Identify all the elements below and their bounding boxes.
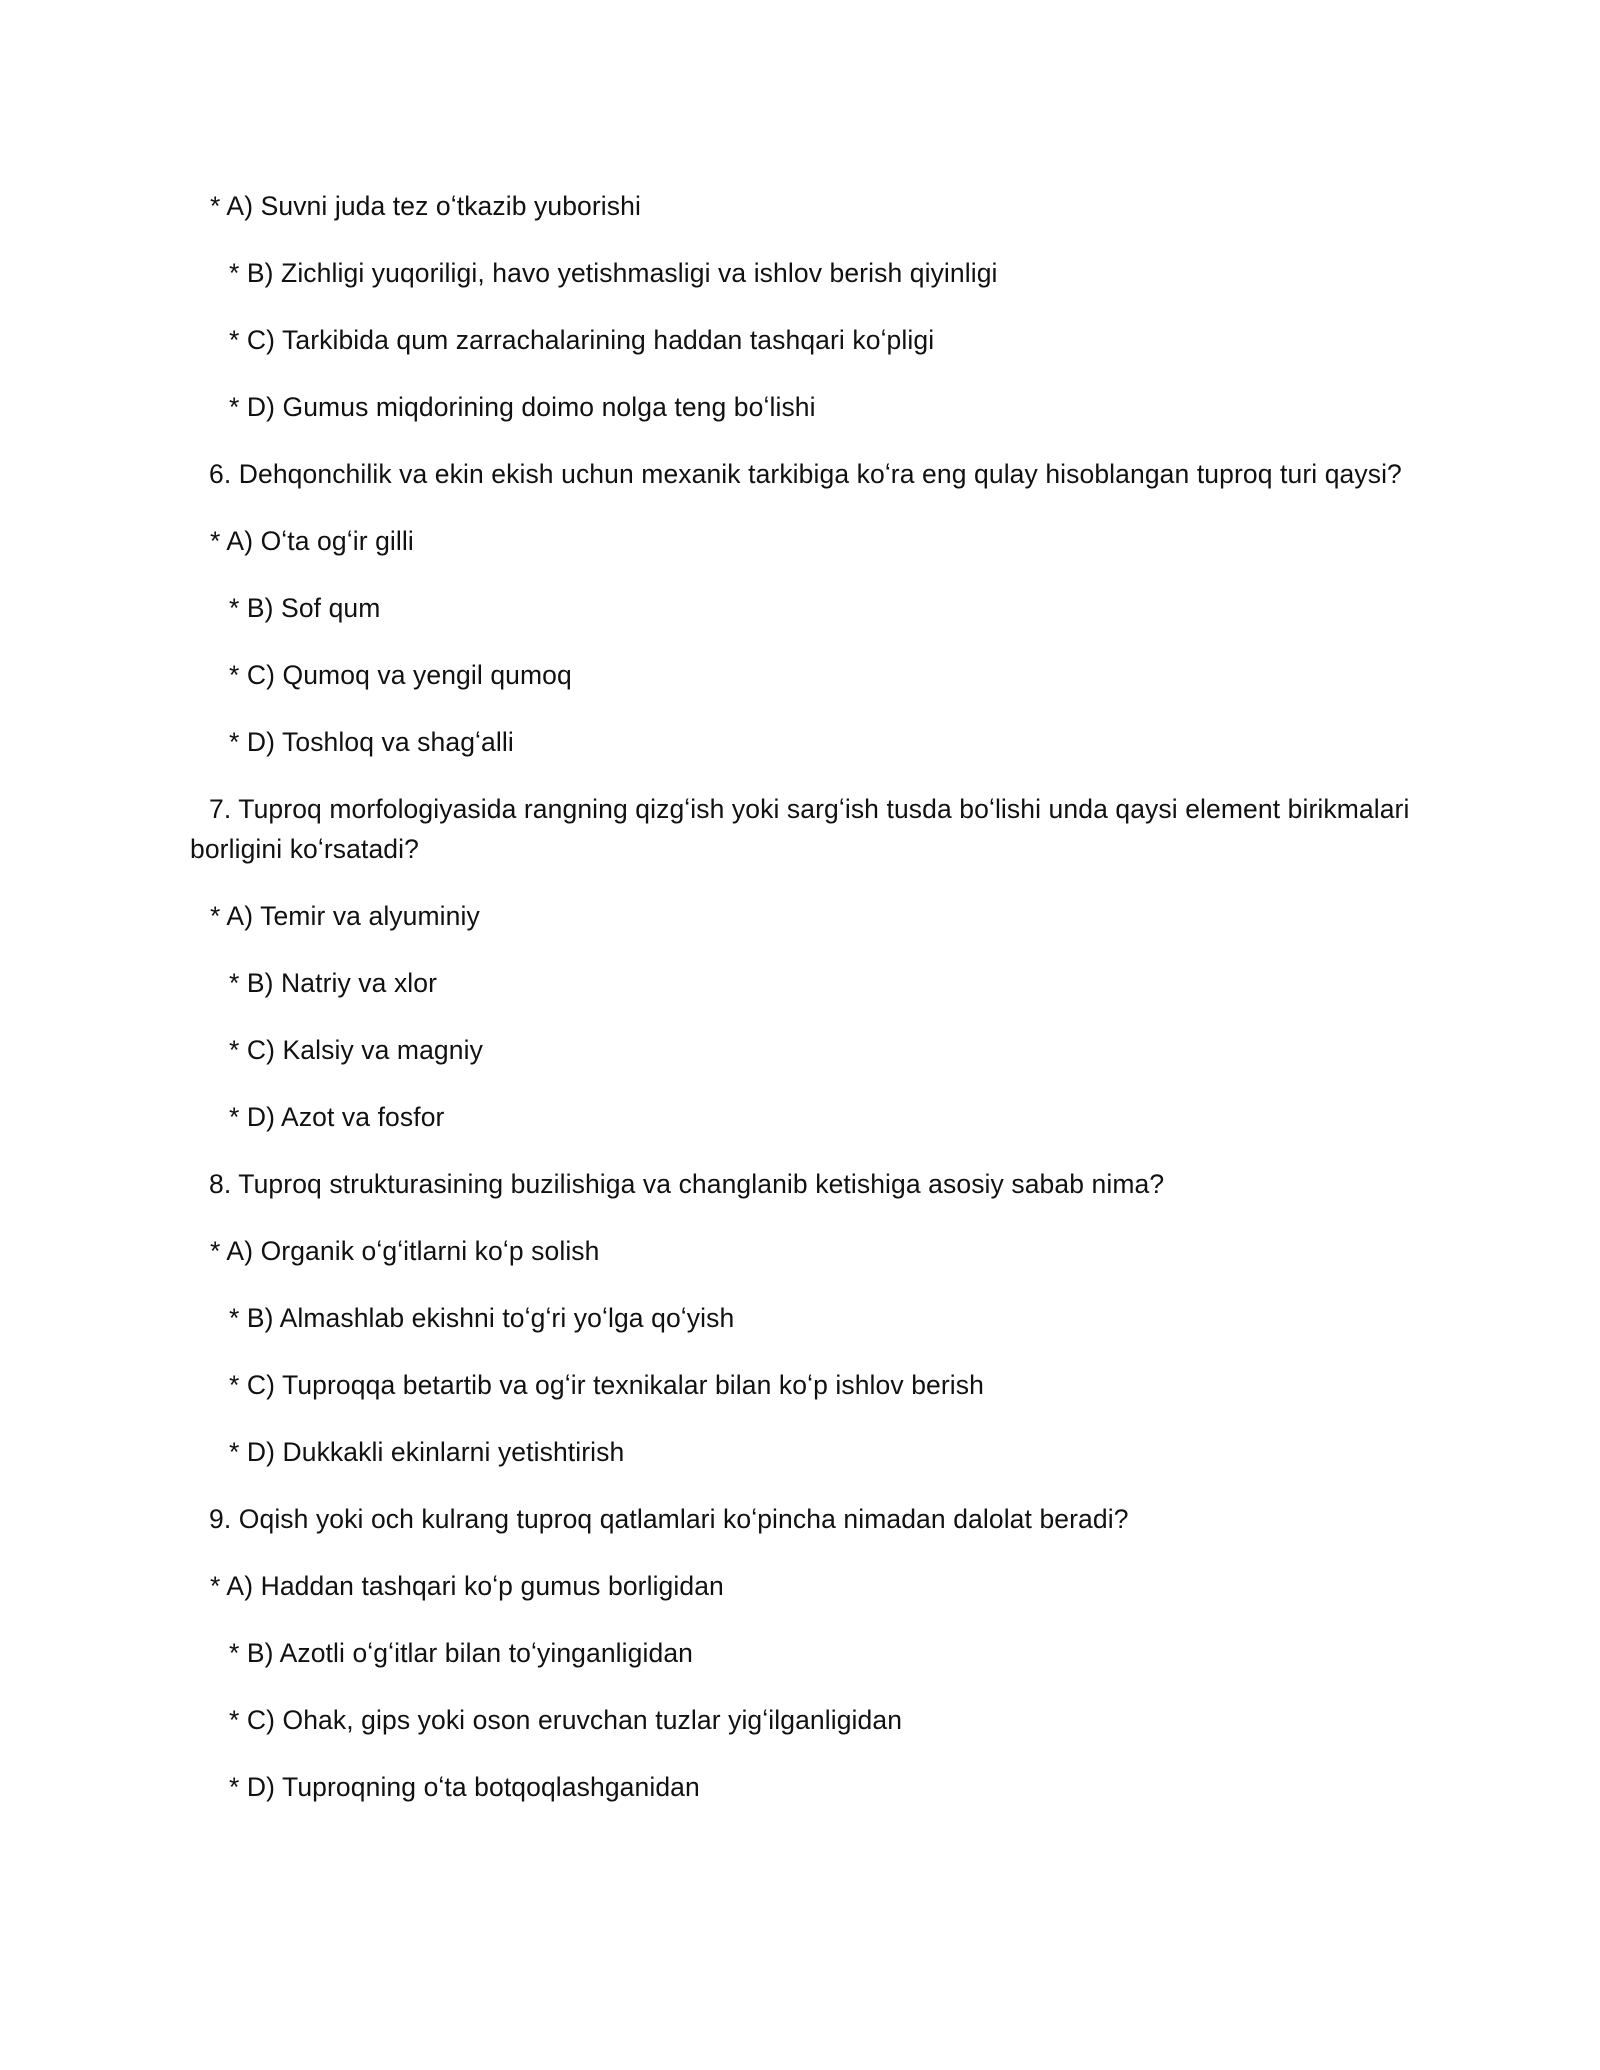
option-9c: * C) Ohak, gips yoki oson eruvchan tuzlar yigʻilganligidan	[229, 1705, 903, 1735]
option-6c: * C) Qumoq va yengil qumoq	[229, 660, 572, 690]
option-7b: * B) Natriy va xlor	[229, 968, 438, 998]
question-8: 8. Tuproq strukturasining buzilishiga va changlanib ketishiga asosiy sabab nima?	[209, 1169, 1165, 1199]
option-9b: * B) Azotli oʻgʻitlar bilan toʻyinganligidan	[229, 1638, 693, 1668]
option-5c: * C) Tarkibida qum zarrachalarining haddan tashqari koʻpligi	[229, 325, 935, 355]
question-6: 6. Dehqonchilik va ekin ekish uchun mexanik tarkibiga koʻra eng qulay hisoblangan tuproq turi qaysi?	[209, 459, 1402, 489]
option-6d: * D) Toshloq va shagʻalli	[229, 727, 514, 757]
option-8d: * D) Dukkakli ekinlarni yetishtirish	[229, 1437, 625, 1467]
option-6a: * A) Oʻta ogʻir gilli	[210, 526, 414, 556]
option-7c: * C) Kalsiy va magniy	[229, 1035, 483, 1065]
option-5b: * B) Zichligi yuqoriligi, havo yetishmasligi va ishlov berish qiyinligi	[229, 258, 998, 288]
option-6b: * B) Sof qum	[229, 593, 381, 623]
question-7-continued: borligini koʻrsatadi?	[190, 834, 419, 864]
option-9a: * A) Haddan tashqari koʻp gumus borligidan	[210, 1571, 724, 1601]
option-7d: * D) Azot va fosfor	[229, 1102, 445, 1132]
option-8b: * B) Almashlab ekishni toʻgʻri yoʻlga qoʻyish	[229, 1303, 735, 1333]
option-5d: * D) Gumus miqdorining doimo nolga teng boʻlishi	[229, 392, 816, 422]
question-7: 7. Tuproq morfologiyasida rangning qizgʻish yoki sargʻish tusda boʻlishi unda qaysi element birikmalari	[209, 794, 1410, 824]
question-9: 9. Oqish yoki och kulrang tuproq qatlamlari koʻpincha nimadan dalolat beradi?	[209, 1504, 1129, 1534]
option-8a: * A) Organik oʻgʻitlarni koʻp solish	[210, 1236, 600, 1266]
option-7a: * A) Temir va alyuminiy	[210, 901, 480, 931]
option-9d: * D) Tuproqning oʻta botqoqlashganidan	[229, 1772, 700, 1802]
option-5a: * A) Suvni juda tez oʻtkazib yuborishi	[210, 191, 641, 221]
option-8c: * C) Tuproqqa betartib va ogʻir texnikalar bilan koʻp ishlov berish	[229, 1370, 984, 1400]
